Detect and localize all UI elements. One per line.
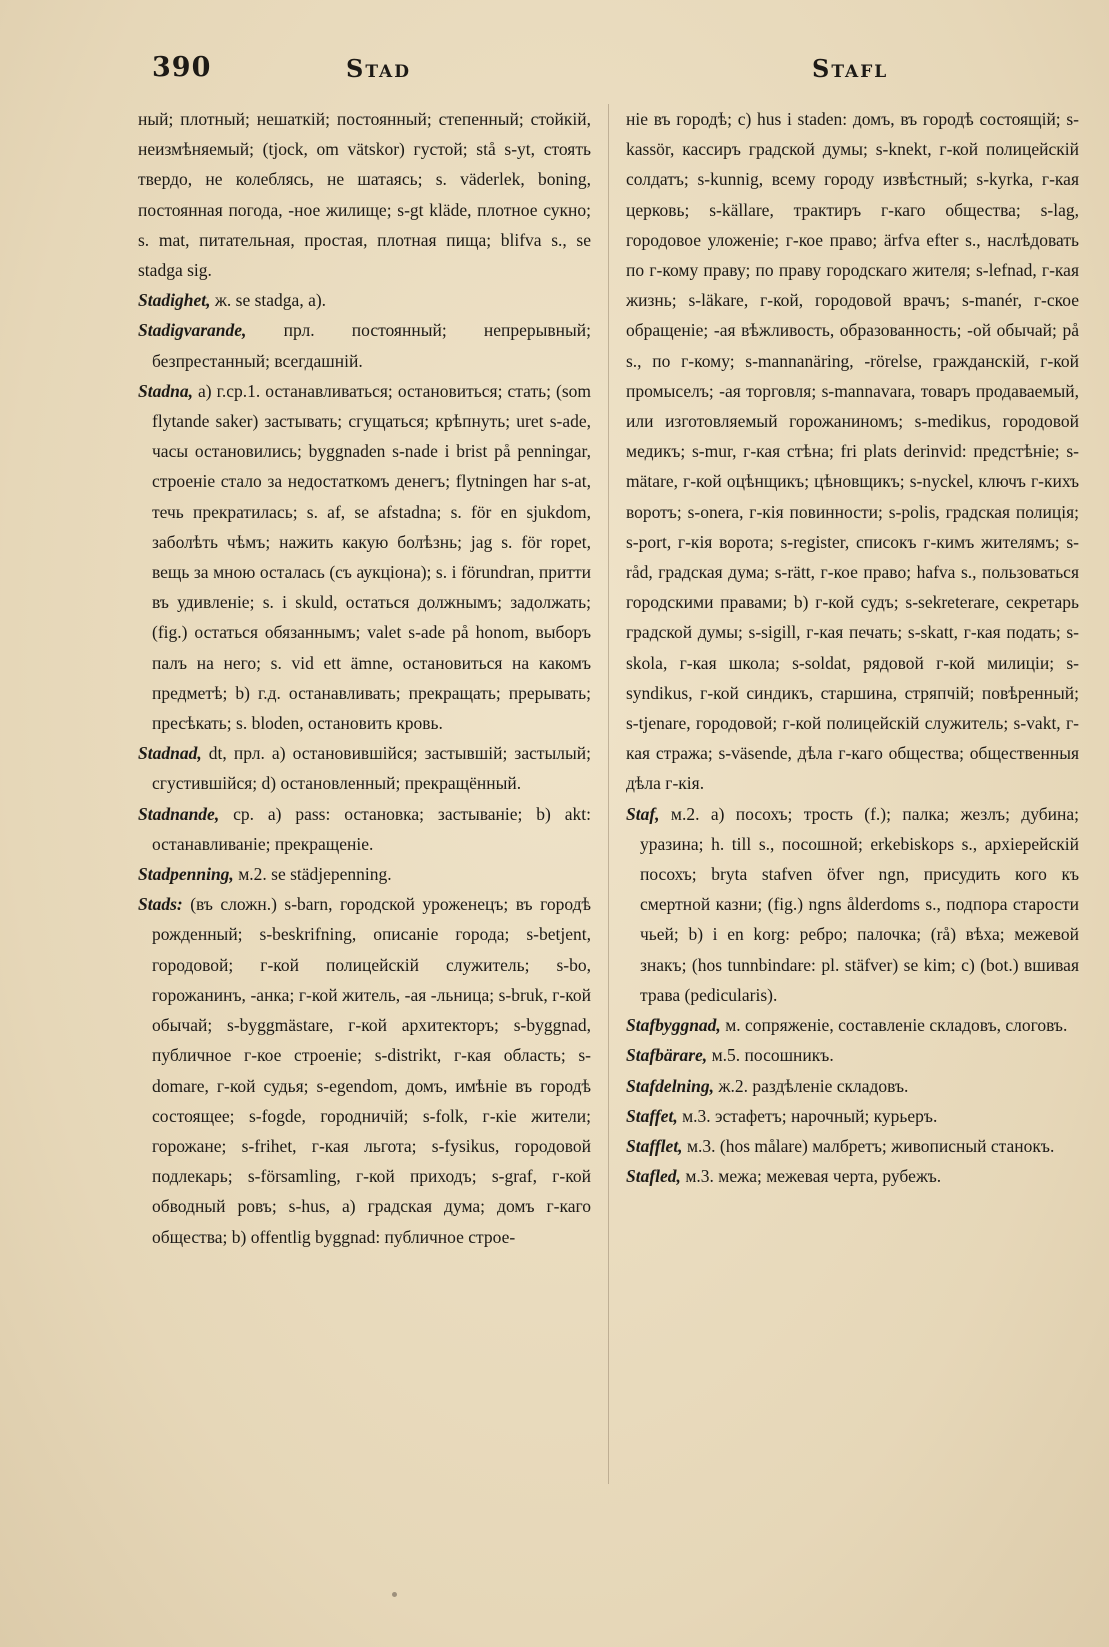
dictionary-entry: Stadnande, ср. a) pass: остановка; застываніе; b) akt: останавливаніе; прекращеніе. xyxy=(138,803,591,854)
headword: Stadnad, xyxy=(138,743,202,764)
page-number: 390 xyxy=(152,52,212,83)
column-divider xyxy=(608,104,609,1484)
headword: Stafdelning, xyxy=(626,1075,715,1096)
dictionary-entry: Stadnad, dt, прл. a) остановившійся; застывшій; застылый; сгустившійся; d) остановленный; прекращённый. xyxy=(138,743,591,794)
dictionary-entry: Stadna, a) г.ср.1. останавливаться; остановиться; стать; (som flytande saker) застывать; сгущаться; крѣпнуть; uret s-ade, часы остановились; byggnaden s-nade i brist på penningar, строеніе стало за недостаткомъ денегъ; flytningen har s-at, течь прекратилась; s. af, se afstadna; s. för en sjukdom, заболѣть чѣмъ; нажить какую болѣзнь; jag s. för ropet, вещь за мною осталась (съ аукціона); s. i förundran, притти въ удивленіе; s. i skuld, остаться должнымъ; задолжать; (fig.) остаться обязаннымъ; valet s-ade på honom, выборъ палъ на него; s. vid ett ämne, остановиться на какомъ предметѣ; b) г.д. останавливать; прекращать; прерывать; пресѣкать; s. bloden, остановить кровь. xyxy=(138,380,591,734)
running-head-left: Stad xyxy=(346,54,411,83)
dictionary-entry: Stadighet, ж. se stadga, a). xyxy=(138,290,327,311)
running-head-right: Stafl xyxy=(812,54,889,83)
dictionary-entry: Staf, м.2. a) посохъ; трость (f.); палка; жезлъ; дубина; уразина; h. till s., посошной; erkebiskops s., архіерейскій посохъ; bryta stafven öfver ngn, присудить кого къ смертной казни; (fig.) ngns ålderdoms s., подпора старости чьей; b) i en korg: ребро; палочка; (rå) вѣха; межевой знакъ; (hos tunnbindare: pl. stäfver) se kim; c) (bot.) вшивая трава (pedicularis). xyxy=(626,803,1079,1005)
dictionary-entry: Staffet, м.3. эстафетъ; нарочный; курьеръ. xyxy=(626,1105,938,1126)
headword: Staffet, xyxy=(626,1105,678,1126)
headword: Stadigvarande, xyxy=(138,320,247,341)
headword: Stafflet, xyxy=(626,1135,683,1156)
headword: Staf, xyxy=(626,803,660,824)
dictionary-entry: Stafbärare, м.5. посошникъ. xyxy=(626,1045,834,1066)
dictionary-entry: Stadigvarande, прл. постоянный; непрерывный; безпрестанный; всегдашній. xyxy=(138,320,591,371)
dictionary-entry: Stads: (въ сложн.) s-barn, городской уроженецъ; въ городѣ рожденный; s-beskrifning, описаніе города; s-betjent, городовой; г-кой полицейскій служитель; s-bo, горожанинъ, -анка; г-кой житель, -ая -льница; s-bruk, г-кой обычай; s-byggmästare, г-кой архитекторъ; s-byggnad, публичное г-кое строеніе; s-distrikt, г-кая область; s-domare, г-кой судья; s-egendom, домъ, имѣніе въ городѣ состоящее; s-fogde, городничій; s-folk, г-кіе жители; горожане; s-frihet, г-кая льгота; s-fysikus, городовой подлекарь; s-församling, г-кой приходъ; s-graf, г-кой обводный ровъ; s-hus, a) градская дума; домъ г-каго общества; b) offentlig byggnad: публичное строе- xyxy=(138,894,591,1247)
headword: Stafbärare, xyxy=(626,1045,708,1066)
headword: Stafbyggnad, xyxy=(626,1015,721,1036)
page-header xyxy=(0,52,1109,92)
headword: Stafled, xyxy=(626,1166,681,1187)
headword: Stadpenning, xyxy=(138,864,234,885)
headword: Stadighet, xyxy=(138,290,211,311)
dictionary-entry: Stadpenning, м.2. se städjepenning. xyxy=(138,864,392,885)
dictionary-entry: Stafled, м.3. межа; межевая черта, рубежъ. xyxy=(626,1166,942,1187)
dictionary-entry: ніе въ городѣ; c) hus i staden: домъ, въ городѣ состоящій; s-kassör, кассиръ градской думы; s-knekt, г-кой полицейскій солдатъ; s-kunnig, всему городу извѣстный; s-kyrka, г-кая церковь; s-källare, трактиръ г-каго общества; s-lag, городовое уложеніе; г-кое право; ärfva efter s., наслѣдовать по г-кому праву; по праву городскаго жителя; s-lefnad, г-кая жизнь; s-läkare, г-кой, городовой врачъ; s-manér, г-ское обращеніе; -ая вѣжливость, образованность; -ой обычай; på s., по г-кому; s-mannanäring, -rörelse, гражданскій, г-кой промыселъ; -ая торговля; s-mannavara, товаръ продаваемый, или изготовляемый горожаниномъ; s-medikus, городовой медикъ; s-mur, г-кая стѣна; fri plats derinvid: предстѣніе; s-mätare, г-кой оцѣнщикъ; цѣновщикъ; s-nyckel, ключъ г-кихъ воротъ; s-onera, г-кія повинности; s-polis, градская полиція; s-port, г-кія ворота; s-register, списокъ г-кимъ жителямъ; s-råd, градская дума; s-rätt, г-кое право; hafva s., пользоваться городскими правами; b) г-кой судъ; s-sekreterare, секретарь градской думы; s-sigill, г-кая печать; s-skatt, г-кая подать; s-skola, г-кая школа; s-soldat, рядовой г-кой милиціи; s-syndikus, г-кой синдикъ, старшина, стряпчій; повѣренный; s-tjenare, городовой; г-кой полицейскій служитель; s-vakt, г-кая стража; s-väsende, дѣла г-каго общества; общественныя дѣла г-кія. xyxy=(626,109,1079,794)
headword: Stadna, xyxy=(138,380,193,401)
dictionary-entry: Stafdelning, ж.2. раздѣленіе складовъ. xyxy=(626,1075,909,1096)
dictionary-entry: ный; плотный; нешаткій; постоянный; степенный; стойкій, неизмѣняемый; (tjock, om vätskor) густой; stå s-yt, стоять твердо, не колеблясь, не шатаясь; s. väderlek, boning, постоянная погода, -ное жилище; s-gt kläde, плотное сукно; s. mat, питательная, простая, плотная пища; blifva s., se stadga sig. xyxy=(138,109,591,281)
dictionary-entry: Stafflet, м.3. (hos målare) малбретъ; живописный станокъ. xyxy=(626,1135,1055,1156)
headword: Stads: xyxy=(138,894,183,915)
headword: Stadnande, xyxy=(138,803,220,824)
left-column xyxy=(138,104,591,1494)
right-column xyxy=(626,104,1079,1494)
dictionary-entry: Stafbyggnad, м. сопряженіе, составленіе складовъ, слоговъ. xyxy=(626,1015,1068,1036)
ink-speck xyxy=(392,1592,397,1597)
